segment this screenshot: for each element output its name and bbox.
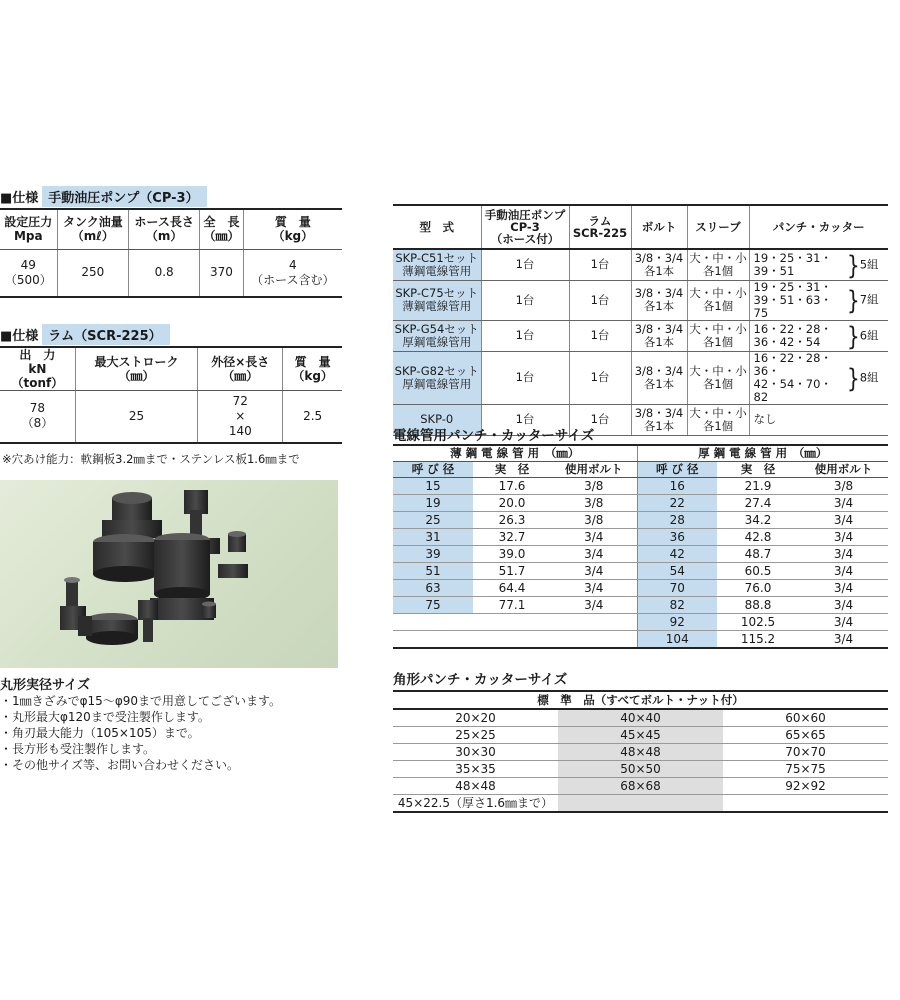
size-cell: 19: [393, 494, 473, 511]
cell-line: 3/8・3/4: [634, 363, 684, 378]
thick-wall-header: 厚 鋼 電 線 管 用 （㎜）: [637, 445, 888, 461]
size-cell: 27.4: [717, 494, 799, 511]
square-cell: 35×35: [393, 761, 558, 778]
size-cell: 82: [637, 596, 717, 613]
cell-line: 厚鋼電線管用: [402, 376, 472, 391]
size-row: [393, 579, 888, 596]
kit-model: [393, 280, 481, 320]
ram-spec-title: [0, 324, 170, 345]
size-cell: 34.2: [717, 511, 799, 528]
square-cell: 68×68: [558, 778, 723, 795]
size-cell: 3/8: [799, 477, 888, 494]
square-cell: 20×20: [393, 709, 558, 727]
cell-line: SKP-0: [420, 412, 454, 426]
size-cell: 3/8: [551, 511, 637, 528]
kit-header-pump: 手動油圧ポンプ CP-3 （ホース付）: [481, 205, 569, 249]
size-cell: 75: [393, 596, 473, 613]
cell-line: 各1個: [702, 299, 734, 313]
square-cell: 30×30: [393, 744, 558, 761]
brace-icon: }: [847, 361, 860, 394]
cell-line: 薄鋼電線管用: [402, 299, 472, 313]
size-cell: [551, 613, 637, 630]
cell-line: 大・中・小: [689, 286, 747, 300]
kit-bolt: [631, 320, 687, 351]
square-row: [393, 778, 888, 795]
kit-bolt: [631, 280, 687, 320]
ram-spec-header: [0, 347, 75, 391]
square-cell: 50×50: [558, 761, 723, 778]
cell-line: 各1個: [702, 376, 734, 391]
size-cell: 3/4: [799, 562, 888, 579]
brace-icon: }: [847, 249, 860, 281]
ram-spec-header: [283, 347, 342, 391]
cell-line: 大・中・小: [689, 405, 747, 420]
brace-icon: }: [847, 284, 860, 316]
cell-line: 大・中・小: [689, 363, 747, 378]
round-size-note: ・長方形も受注製作します。: [0, 742, 156, 756]
size-cell: 3/4: [551, 545, 637, 562]
size-cell: 26.3: [473, 511, 551, 528]
kit-model: [393, 351, 481, 404]
cell-line: 各1個: [702, 263, 734, 278]
kit-table: [393, 204, 888, 436]
size-row: [393, 596, 888, 613]
square-cell: 75×75: [723, 761, 888, 778]
size-cell: 32.7: [473, 528, 551, 545]
size-cell: 17.6: [473, 477, 551, 494]
kit-ram-qty: 1台: [569, 280, 631, 320]
cell-line: （500）: [4, 272, 52, 287]
size-sub-header: 実 径: [473, 461, 551, 477]
size-cell: 3/4: [799, 579, 888, 596]
pump-spec-header: [57, 209, 129, 249]
cell-line: 各1個: [702, 418, 734, 433]
ram-spec-value: [198, 391, 283, 443]
kit-ram-qty: 1台: [569, 249, 631, 280]
cell-line: 3/8・3/4: [634, 286, 684, 300]
size-cell: 42: [637, 545, 717, 562]
ram-spec-table: [0, 346, 342, 444]
kit-row: [393, 351, 888, 404]
kit-header-ram: ラム SCR-225: [569, 205, 631, 249]
kit-bolt: [631, 351, 687, 404]
cell-line: 各1本: [643, 263, 675, 278]
kit-punch-sizes: [749, 249, 845, 280]
size-cell: 77.1: [473, 596, 551, 613]
square-cell: 45×22.5（厚さ1.6㎜まで）: [393, 795, 558, 813]
size-cell: 3/4: [551, 596, 637, 613]
size-cell: 3/4: [799, 511, 888, 528]
cell-line: ×: [235, 408, 246, 423]
square-cell: 65×65: [723, 727, 888, 744]
round-size-notes: [0, 693, 281, 773]
size-cell: 104: [637, 630, 717, 648]
cell-line: 3/8・3/4: [634, 250, 684, 265]
kit-group-label: 6組: [859, 328, 879, 342]
size-cell: 102.5: [717, 613, 799, 630]
kit-sleeve: [687, 320, 749, 351]
size-cell: 15: [393, 477, 473, 494]
cell-line: 19・25・31・: [753, 279, 832, 294]
kit-group-label: 5組: [859, 257, 879, 272]
kit-row: [393, 249, 888, 280]
square-cell: [723, 795, 888, 813]
size-cell: 3/4: [551, 562, 637, 579]
cell-line: 外径×長さ: [211, 355, 270, 369]
size-cell: 21.9: [717, 477, 799, 494]
size-cell: 3/4: [551, 528, 637, 545]
cell-line: 全 長: [203, 215, 240, 230]
kit-punch-sizes: [749, 280, 845, 320]
square-cell: 60×60: [723, 709, 888, 727]
kit-group-count: [845, 351, 888, 404]
kit-punch-sizes: [749, 320, 845, 351]
size-cell: 54: [637, 562, 717, 579]
size-cell: 16: [637, 477, 717, 494]
size-cell: 70: [637, 579, 717, 596]
cell-line: 39・51・63・75: [753, 292, 832, 320]
kit-group-count: [845, 249, 888, 280]
size-cell: 3/4: [551, 579, 637, 596]
kit-group-count: [845, 404, 888, 435]
cell-line: 厚鋼電線管用: [402, 334, 472, 349]
kit-header-sleeve: スリーブ: [687, 205, 749, 249]
cell-line: 設定圧力: [4, 215, 53, 230]
square-size-table: [393, 690, 888, 813]
cell-line: 16・22・28・: [753, 321, 832, 336]
cell-line: 250: [81, 265, 105, 280]
cell-line: 25: [128, 408, 145, 423]
cell-line: 最大ストローク: [94, 355, 179, 369]
thin-wall-header: 薄 鋼 電 線 管 用 （㎜）: [393, 445, 637, 461]
size-cell: 76.0: [717, 579, 799, 596]
size-cell: 22: [637, 494, 717, 511]
cell-line: （m）: [145, 229, 183, 244]
kit-ram-qty: 1台: [569, 404, 631, 435]
kit-row: [393, 320, 888, 351]
round-size-note: ・丸形最大φ120まで受注製作します。: [0, 710, 210, 724]
cell-line: （tonf）: [11, 376, 64, 390]
size-cell: 88.8: [717, 596, 799, 613]
pump-spec-value: [57, 249, 129, 297]
size-cell: [551, 630, 637, 648]
cell-line: 49: [20, 257, 36, 272]
cell-line: 16・22・28・36・: [753, 350, 832, 378]
round-size-note: ・その他サイズ等、お問い合わせください。: [0, 758, 240, 772]
size-cell: 3/8: [551, 477, 637, 494]
kit-bolt: [631, 404, 687, 435]
cell-line: タンク油量: [62, 215, 123, 230]
size-row: [393, 630, 888, 648]
kit-model: [393, 320, 481, 351]
ram-spec-name: ラム（SCR-225）: [42, 324, 169, 345]
size-cell: 25: [393, 511, 473, 528]
round-size-title: 丸形実径サイズ: [0, 678, 90, 693]
square-cell: 48×48: [558, 744, 723, 761]
kit-sleeve: [687, 351, 749, 404]
size-cell: 51.7: [473, 562, 551, 579]
kit-punch-sizes: [749, 351, 845, 404]
pump-spec-header: [129, 209, 200, 249]
cell-line: （㎜）: [118, 369, 155, 383]
pump-spec-title: [0, 186, 207, 207]
kit-header-punch: パンチ・カッター: [749, 205, 888, 249]
cell-line: SKP-C51セット: [395, 250, 479, 265]
cell-line: 3/8・3/4: [634, 405, 684, 420]
size-row: [393, 528, 888, 545]
kit-header-model: 型 式: [393, 205, 481, 249]
size-cell: 63: [393, 579, 473, 596]
kit-pump-qty: 1台: [481, 249, 569, 280]
ram-spec-value: [283, 391, 342, 443]
size-cell: 115.2: [717, 630, 799, 648]
cell-line: 4: [289, 257, 297, 272]
kit-model: [393, 249, 481, 280]
cell-line: 質 量: [274, 215, 311, 230]
conduit-size-table: [393, 444, 888, 649]
cell-line: （mℓ）: [71, 229, 114, 244]
size-cell: [393, 630, 473, 648]
size-cell: 42.8: [717, 528, 799, 545]
size-row: [393, 511, 888, 528]
square-cell: 40×40: [558, 709, 723, 727]
kit-header-bolt: ボルト: [631, 205, 687, 249]
cell-line: 78: [29, 401, 46, 416]
size-sub-header: 使用ボルト: [551, 461, 637, 477]
kit-group-label: 8組: [859, 370, 879, 384]
size-cell: 3/4: [799, 545, 888, 562]
size-cell: 31: [393, 528, 473, 545]
cell-line: 大・中・小: [689, 321, 747, 336]
square-cell: 92×92: [723, 778, 888, 795]
cell-line: Mpa: [13, 229, 43, 244]
size-cell: 3/4: [799, 596, 888, 613]
square-cell: [558, 795, 723, 813]
size-cell: 3/4: [799, 613, 888, 630]
size-sub-header: 呼 び 径: [393, 461, 473, 477]
kit-sleeve: [687, 280, 749, 320]
kit-pump-qty: 1台: [481, 351, 569, 404]
size-cell: 3/4: [799, 630, 888, 648]
cell-line: 各1本: [643, 418, 675, 433]
size-cell: 92: [637, 613, 717, 630]
size-sub-header: 使用ボルト: [799, 461, 888, 477]
cell-line: 2.5: [303, 408, 323, 423]
cell-line: 薄鋼電線管用: [402, 263, 472, 278]
size-row: [393, 477, 888, 494]
cell-line: 各1本: [643, 376, 675, 391]
kit-ram-qty: 1台: [569, 351, 631, 404]
cell-line: 各1個: [702, 334, 734, 349]
size-cell: 20.0: [473, 494, 551, 511]
cell-line: ホース長さ: [134, 215, 194, 230]
kit-group-count: [845, 320, 888, 351]
cell-line: （㎜）: [222, 369, 259, 383]
size-cell: 48.7: [717, 545, 799, 562]
size-row: [393, 545, 888, 562]
kit-pump-qty: 1台: [481, 280, 569, 320]
square-cell: 48×48: [393, 778, 558, 795]
cell-line: （kg）: [272, 229, 314, 244]
kit-punch-sizes: [749, 404, 845, 435]
square-cell: 70×70: [723, 744, 888, 761]
product-photo: [0, 480, 338, 668]
cell-line: （㎜）: [203, 229, 240, 244]
pump-spec-name: 手動油圧ポンプ（CP-3）: [42, 186, 206, 207]
cell-line: SKP-G82セット: [394, 363, 479, 378]
cell-line: 各1本: [643, 299, 675, 313]
round-size-note: ・角刃最大能力（105×105）まで。: [0, 726, 200, 740]
round-size-note: ・1㎜きざみでφ15～φ90まで用意してございます。: [0, 694, 282, 708]
conduit-size-title: 電線管用パンチ・カッターサイズ: [393, 428, 595, 444]
cell-line: 0.8: [154, 265, 174, 280]
size-cell: 3/4: [799, 494, 888, 511]
ram-spec-value: [0, 391, 75, 443]
square-size-title: 角形パンチ・カッターサイズ: [393, 672, 568, 688]
kit-group-count: [845, 280, 888, 320]
kit-pump-qty: 1台: [481, 404, 569, 435]
pump-spec-header: [243, 209, 342, 249]
cell-line: 140: [228, 423, 252, 438]
size-sub-header: 呼 び 径: [637, 461, 717, 477]
square-cell: 25×25: [393, 727, 558, 744]
size-cell: 28: [637, 511, 717, 528]
brace-icon: }: [847, 319, 860, 352]
pump-spec-value: [129, 249, 200, 297]
cell-line: SKP-G54セット: [394, 321, 479, 336]
kit-group-label: 7組: [859, 292, 879, 307]
size-cell: 39.0: [473, 545, 551, 562]
square-row: [393, 709, 888, 727]
cell-line: 39・51: [753, 263, 795, 278]
kit-ram-qty: 1台: [569, 320, 631, 351]
pump-spec-prefix: ■仕様: [0, 191, 39, 206]
size-cell: 64.4: [473, 579, 551, 596]
ram-spec-prefix: ■仕様: [0, 329, 39, 344]
square-row: [393, 744, 888, 761]
size-cell: [473, 613, 551, 630]
pump-spec-table: [0, 208, 342, 298]
cell-line: 出 力: [19, 348, 56, 362]
pump-spec-header: [0, 209, 57, 249]
square-standard-header: 標 準 品（すべてボルト・ナット付）: [393, 691, 888, 709]
size-cell: 39: [393, 545, 473, 562]
pump-spec-value: [243, 249, 342, 297]
cell-line: 3/8・3/4: [634, 321, 684, 336]
kit-bolt: [631, 249, 687, 280]
square-cell: 45×45: [558, 727, 723, 744]
size-row: [393, 562, 888, 579]
kit-sleeve: [687, 404, 749, 435]
cell-line: 72: [232, 393, 248, 408]
cell-line: kN: [28, 362, 47, 376]
size-cell: [393, 613, 473, 630]
cell-line: 370: [209, 265, 233, 280]
cell-line: 36・42・54: [753, 334, 821, 349]
size-sub-header: 実 径: [717, 461, 799, 477]
size-cell: 60.5: [717, 562, 799, 579]
pump-spec-value: [200, 249, 244, 297]
punch-dies-illustration: [0, 480, 338, 668]
size-cell: 3/4: [799, 528, 888, 545]
pump-spec-header: [200, 209, 244, 249]
size-row: [393, 613, 888, 630]
cell-line: 42・54・70・82: [753, 376, 832, 404]
drilling-capacity-note: ※穴あけ能力：軟鋼板3.2㎜まで・ステンレス板1.6㎜まで: [2, 452, 300, 466]
size-cell: 36: [637, 528, 717, 545]
square-row: [393, 727, 888, 744]
square-row: [393, 761, 888, 778]
kit-sleeve: [687, 249, 749, 280]
cell-line: （kg）: [292, 369, 333, 383]
cell-line: 各1本: [643, 334, 675, 349]
kit-row: [393, 280, 888, 320]
size-cell: 51: [393, 562, 473, 579]
square-row: [393, 795, 888, 813]
size-row: [393, 494, 888, 511]
pump-spec-value: [0, 249, 57, 297]
size-cell: [473, 630, 551, 648]
cell-line: SKP-C75セット: [395, 286, 479, 300]
kit-pump-qty: 1台: [481, 320, 569, 351]
size-cell: 3/8: [551, 494, 637, 511]
cell-line: 質 量: [294, 355, 331, 369]
cell-line: 19・25・31・: [753, 250, 832, 265]
cell-line: 大・中・小: [689, 250, 747, 265]
ram-spec-header: [198, 347, 283, 391]
cell-line: （8）: [21, 416, 54, 431]
ram-spec-value: [75, 391, 197, 443]
cell-line: （ホース含む）: [251, 272, 335, 287]
cell-line: なし: [753, 412, 777, 426]
ram-spec-header: [75, 347, 197, 391]
